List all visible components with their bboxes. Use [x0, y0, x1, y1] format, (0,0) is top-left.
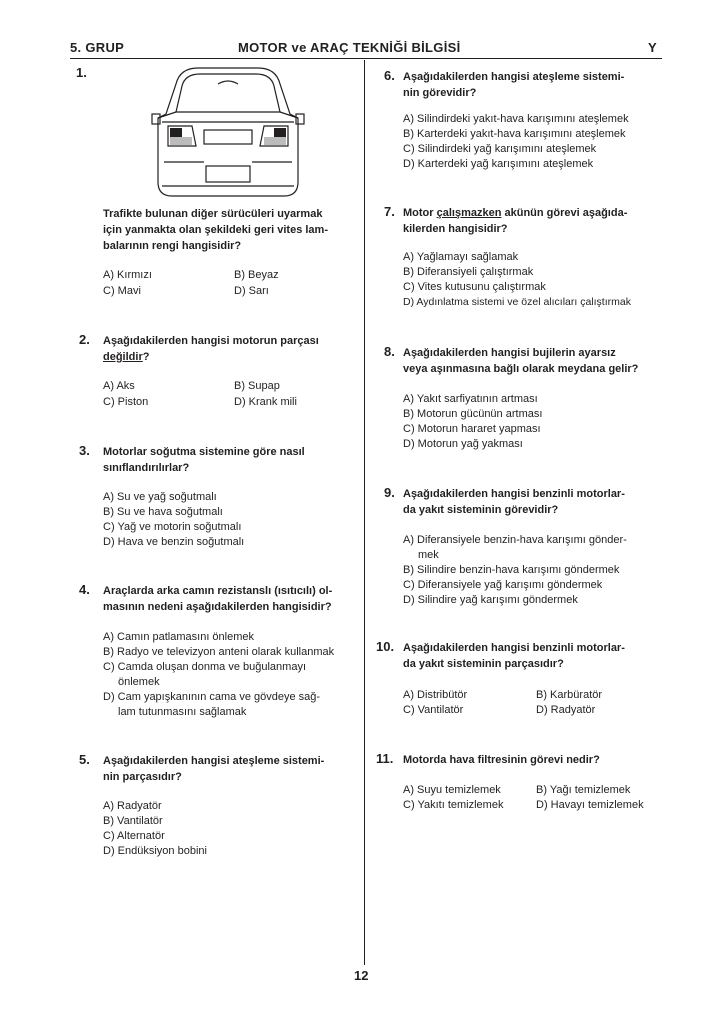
question-3-option-a: A) Su ve yağ soğutmalı: [103, 491, 217, 503]
question-6-option-a: A) Silindirdeki yakıt-hava karışımını ateşlemek: [403, 113, 629, 125]
page-number: 12: [354, 968, 369, 983]
car-rear-illustration: [148, 62, 308, 202]
question-4-option-b: B) Radyo ve televizyon anteni olarak kullanmak: [103, 646, 335, 658]
question-7-number: 7.: [384, 204, 395, 219]
question-5-text: Aşağıdakilerden hangisi ateşleme sistemi- nin parçasıdır?: [103, 755, 325, 783]
question-1-option-a: A) Kırmızı: [103, 269, 152, 281]
question-7-option-c: C) Vites kutusunu çalıştırmak: [403, 281, 546, 293]
question-7-option-b: B) Diferansiyeli çalıştırmak: [403, 266, 534, 278]
question-10-option-d: D) Radyatör: [536, 704, 596, 716]
question-9-option-a: A) Diferansiyele benzin-hava karışımı gönder-: [403, 534, 627, 546]
question-10-option-a: A) Distribütör: [403, 689, 468, 701]
question-7-underlined: çalışmazken: [436, 207, 502, 219]
question-6-option-b: B) Karterdeki yakıt-hava karışımını ateşlemek: [403, 128, 626, 140]
question-9-option-b: B) Silindire benzin-hava karışımı göndermek: [403, 564, 620, 576]
question-3-option-c: C) Yağ ve motorin soğutmalı: [103, 521, 242, 533]
question-8-option-d: D) Motorun yağ yakması: [403, 438, 523, 450]
group-label: 5. GRUP: [70, 40, 125, 55]
question-2-text: Aşağıdakilerden hangisi motorun parçası değildir?: [103, 335, 319, 363]
question-6-option-c: C) Silindirdeki yağ karışımını ateşlemek: [403, 143, 597, 155]
question-5-option-c: C) Alternatör: [103, 830, 165, 842]
question-10-option-b: B) Karbüratör: [536, 689, 603, 701]
question-4-option-c: C) Camda oluşan donma ve buğulanmayı: [103, 661, 307, 673]
question-1-text: Trafikte bulunan diğer sürücüleri uyarmak için yanmakta olan şekildeki geri vites lam- balarının rengi hangisidir?: [103, 208, 328, 252]
question-1-number: 1.: [76, 65, 87, 80]
question-2-number: 2.: [79, 332, 90, 347]
question-4-option-a: A) Camın patlamasını önlemek: [103, 631, 255, 643]
question-5-option-d: D) Endüksiyon bobini: [103, 845, 207, 857]
question-4-text: Araçlarda arka camın rezistanslı (ısıtıcılı) ol- masının nedeni aşağıdakilerden hangisidir?: [103, 585, 333, 613]
question-8-text: Aşağıdakilerden hangisi bujilerin ayarsız veya aşınmasına bağlı olarak meydana gelir?: [403, 347, 639, 375]
question-9-option-a-cont: mek: [418, 549, 439, 561]
question-8-option-b: B) Motorun gücünün artması: [403, 408, 543, 420]
question-3-number: 3.: [79, 443, 90, 458]
booklet-code: Y: [648, 40, 657, 55]
question-3-option-b: B) Su ve hava soğutmalı: [103, 506, 223, 518]
question-8-number: 8.: [384, 344, 395, 359]
question-2-option-d: D) Krank mili: [234, 396, 297, 408]
question-9-number: 9.: [384, 485, 395, 500]
question-1-option-d: D) Sarı: [234, 285, 269, 297]
question-2-option-a: A) Aks: [103, 380, 135, 392]
question-4-number: 4.: [79, 582, 90, 597]
question-8-option-c: C) Motorun hararet yapması: [403, 423, 541, 435]
page-title: MOTOR ve ARAÇ TEKNİĞİ BİLGİSİ: [238, 40, 461, 55]
question-10-number: 10.: [376, 639, 395, 654]
question-9-option-d: D) Silindire yağ karışımı göndermek: [403, 594, 578, 606]
question-11-text: Motorda hava filtresinin görevi nedir?: [403, 754, 600, 766]
question-2-option-c: C) Piston: [103, 396, 149, 408]
question-11-number: 11.: [376, 751, 394, 766]
question-6-number: 6.: [384, 68, 395, 83]
question-3-option-d: D) Hava ve benzin soğutmalı: [103, 536, 245, 548]
question-5-number: 5.: [79, 752, 90, 767]
question-6-text: Aşağıdakilerden hangisi ateşleme sistemi- nin görevidir?: [403, 71, 625, 99]
question-5-option-a: A) Radyatör: [103, 800, 162, 812]
question-11-option-a: A) Suyu temizlemek: [403, 784, 501, 796]
header-rule: [70, 58, 662, 59]
question-3-text: Motorlar soğutma sistemine göre nasıl sınıflandırılırlar?: [103, 446, 305, 474]
question-10-option-c: C) Vantilatör: [403, 704, 464, 716]
question-5-option-b: B) Vantilatör: [103, 815, 163, 827]
question-9-option-c: C) Diferansiyele yağ karışımı göndermek: [403, 579, 603, 591]
question-1-option-c: C) Mavi: [103, 285, 141, 297]
question-6-option-d: D) Karterdeki yağ karışımını ateşlemek: [403, 158, 594, 170]
column-divider: [364, 60, 365, 965]
question-11-option-b: B) Yağı temizlemek: [536, 784, 631, 796]
question-7-option-a: A) Yağlamayı sağlamak: [403, 251, 519, 263]
question-11-option-d: D) Havayı temizlemek: [536, 799, 644, 811]
question-1-option-b: B) Beyaz: [234, 269, 279, 281]
question-2-underlined: değildir: [103, 351, 143, 363]
question-11-option-c: C) Yakıtı temizlemek: [403, 799, 504, 811]
question-10-text: Aşağıdakilerden hangisi benzinli motorlar- da yakıt sisteminin parçasıdır?: [403, 642, 625, 670]
question-4-option-d: D) Cam yapışkanının cama ve gövdeye sağ-: [103, 691, 321, 703]
question-7-option-d: D) Aydınlatma sistemi ve özel alıcıları çalıştırmak: [403, 296, 631, 308]
question-4-option-c-cont: önlemek: [118, 676, 160, 688]
question-9-text: Aşağıdakilerden hangisi benzinli motorlar- da yakıt sisteminin görevidir?: [403, 488, 625, 516]
question-8-option-a: A) Yakıt sarfiyatının artması: [403, 393, 538, 405]
question-2-option-b: B) Supap: [234, 380, 280, 392]
question-7-text: Motor çalışmazken akünün görevi aşağıda- kilerden hangisidir?: [403, 207, 628, 235]
question-4-option-d-cont: lam tutunmasını sağlamak: [118, 706, 247, 718]
